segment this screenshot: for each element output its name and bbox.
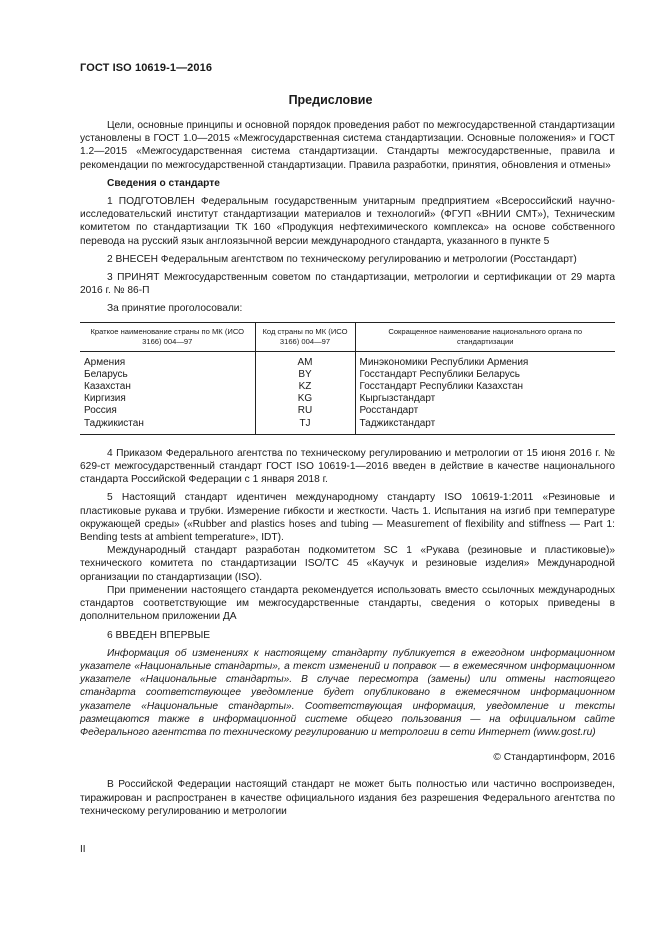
item-4-paragraph: 4 Приказом Федерального агентства по техническому регулированию и метрологии от 15 июня 2016 г. № 629-ст межгосударственный стандарт ГОСТ ISO 10619-1—2016 введен в действие в качестве национального стандарта Российской Федерации с 1 января 2018 г. [80,447,615,486]
country-cell: Киргизия [84,393,126,405]
header-country-code: Код страны по МК (ИСО 3166) 004—97 [255,322,355,351]
country-cell: Россия [84,405,117,417]
item-1-paragraph: 1 ПОДГОТОВЛЕН Федеральным государственным унитарным предприятием «Всероссийский научно-исследовательский институт стандартизации материалов и технологий» (ФГУП «ВНИИ СМТ»), Техническим комитетом по стандартизации ТК 160 «Продукция нефтехимического комплекса» на основе собственного перевода на русский язык англоязычной версии международного стандарта, указанного в пункте 5 [80,196,615,247]
item-5-origin-paragraph: Международный стандарт разработан подкомитетом SC 1 «Рукава (резиновые и пластиковые)» технического комитета по стандартизации ISO/TC 45 «Каучук и резиновые изделия» Международной организации по стандартизации (ISO). [80,545,615,583]
reproduction-notice: В Российской Федерации настоящий стандарт не может быть полностью или частично воспроизведен, тиражирован и распространен в качестве официального издания без разрешения Федерального агентства по техническому регулированию и метрологии [80,779,615,817]
page-title: Предисловие [288,93,373,107]
copyright-line: © Стандартинформ, 2016 [493,752,615,764]
header-national-body: Сокращенное наименование национального органа по стандартизации [355,322,615,351]
page-number: II [80,844,86,855]
table-row [80,381,615,393]
table-row [80,369,615,381]
intro-paragraph: Цели, основные принципы и основной порядок проведения работ по межгосударственной стандартизации установлены в ГОСТ 1.0—2015 «Межгосударственная система стандартизации. Основные положения» и ГОСТ 1.2—2015 «Межгосударственная система стандартизации. Стандарты межгосударственные, правила и рекомендации по межгосударственной стандартизации. Правила разработки, принятия, обновления и отмены» [80,120,615,171]
item-3-paragraph: 3 ПРИНЯТ Межгосударственным советом по стандартизации, метрологии и сертификации от 29 марта 2016 г. № 86-П [80,272,615,297]
country-cell: Казахстан [84,381,131,393]
body-cell: Росстандарт [355,405,615,417]
table-row [80,351,615,369]
item-2-paragraph: 2 ВНЕСЕН Федеральным агентством по техническому регулированию и метрологии (Росстандарт) [107,253,577,265]
code-cell: TJ [255,418,355,435]
document-body [80,119,615,823]
code-cell: BY [255,369,355,381]
voted-label: За принятие проголосовали: [107,303,243,315]
table-row [80,405,615,417]
changes-info-paragraph: Информация об изменениях к настоящему стандарту публикуется в ежегодном информационном указателе «Национальные стандарты», а текст изменений и поправок — в ежемесячном информационном указателе «Национальные стандарты». В случае пересмотра (замены) или отмены настоящего стандарта соответствующее уведомление будет опубликовано в ежемесячном информационном указателе «Национальные стандарты». Соответствующая информация, уведомление и тексты размещаются также в информационной системе общего пользования — на официальном сайте Федерального агентства по техническому регулированию и метрологии в сети Интернет (www.gost.ru) [80,647,615,738]
document-code-header: ГОСТ ISO 10619-1—2016 [80,62,213,74]
item-6-paragraph: 6 ВВЕДЕН ВПЕРВЫЕ [107,629,211,641]
item-5-paragraph: 5 Настоящий стандарт идентичен международному стандарту ISO 10619-1:2011 «Резиновые и пластиковые рукава и трубки. Измерение гибкости и жесткости. Часть 1. Испытания на изгиб при температуре окружающей среды» («Rubber and plastics hoses and tubing — Measurement of flexibility and stiffness — Part 1: Bending tests at ambient temperature», IDT). [80,492,615,544]
country-cell: Армения [84,356,126,368]
table-row [80,393,615,405]
header-country-name: Краткое наименование страны по МК (ИСО 3166) 004—97 [80,322,255,351]
item-5-usage-paragraph: При применении настоящего стандарта рекомендуется использовать вместо ссылочных международных стандартов соответствующие им межгосударственные стандарты, сведения о которых приведены в дополнительном приложении ДА [80,584,615,623]
body-cell: Кыргызстандарт [355,393,615,405]
table-row [80,418,615,435]
code-cell: KZ [255,381,355,393]
section-subtitle: Сведения о стандарте [107,177,220,189]
countries-table [80,322,615,435]
body-cell: Госстандарт Республики Казахстан [355,381,615,393]
body-cell: Таджикстандарт [355,418,615,435]
body-cell: Госстандарт Республики Беларусь [355,369,615,381]
code-cell: RU [255,405,355,417]
code-cell: AM [255,351,355,369]
table-header-row [80,322,615,351]
country-cell: Таджикистан [80,418,255,435]
country-cell: Беларусь [84,368,128,380]
body-cell: Минэкономики Республики Армения [355,351,615,369]
code-cell: KG [255,393,355,405]
